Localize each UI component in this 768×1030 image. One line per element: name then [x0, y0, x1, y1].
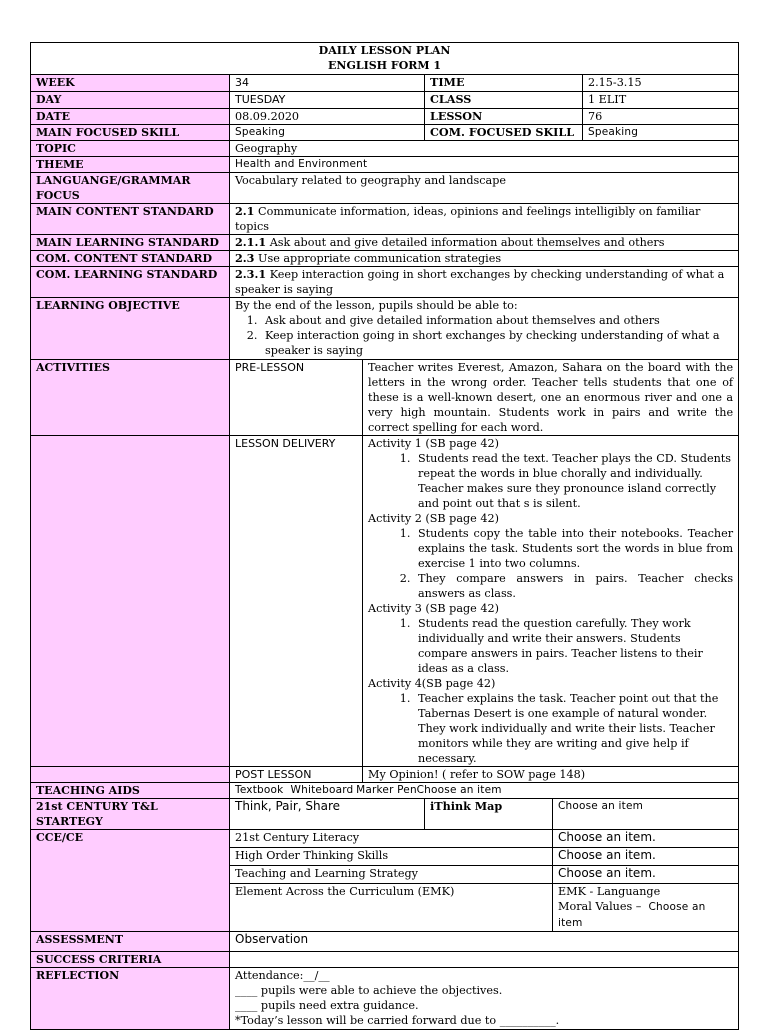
lesson-label: LESSON [425, 109, 583, 125]
theme-text: Health and Environment [235, 158, 368, 170]
week-value: 34 [230, 75, 425, 92]
objective-list [235, 313, 733, 358]
objective-value [230, 298, 739, 360]
activity-item: 1. Teacher explains the task. Teacher point out that the Tabernas Desert is one example of natural wonder. They work individually and write their lists. Teacher monitors while they are writing and give help if necessary. [414, 691, 733, 766]
main-content-label: MAIN CONTENT STANDARD [31, 204, 230, 235]
cce-item-value[interactable]: Choose an item. [553, 830, 739, 848]
day-value: TUESDAY [230, 92, 425, 109]
activity-1-title: Activity 1 (SB page 42) [368, 437, 499, 450]
theme-value [230, 157, 739, 173]
objective-item: 1. Ask about and give detailed information about themselves and others [261, 313, 733, 328]
moral-values-line [558, 899, 733, 931]
main-learning-text: Ask about and give detailed information about themselves and others [269, 236, 665, 249]
lesson-delivery-content [363, 436, 739, 767]
lesson-plan-table [30, 42, 739, 1030]
time-label: TIME [425, 75, 583, 92]
main-content-code: 2.1 [235, 204, 255, 218]
teaching-aids-value [230, 783, 739, 799]
main-content-text: Communicate information, ideas, opinions and feelings intelligibly on familiar topics [235, 205, 701, 233]
activity-item: 1. Students copy the table into their notebooks. Teacher explains the task. Students sort the words in blue from exercise 1 into two columns. [414, 526, 733, 571]
success-criteria-label: SUCCESS CRITERIA [31, 952, 230, 968]
plan-header [31, 43, 739, 75]
activities-label: ACTIVITIES [31, 360, 230, 436]
class-value: 1 ELIT [583, 92, 739, 109]
century-value: Think, Pair, Share [230, 799, 425, 830]
com-skill-label: COM. FOCUSED SKILL [425, 125, 583, 141]
teaching-aids-label: TEACHING AIDS [31, 783, 230, 799]
plan-title: DAILY LESSON PLAN [318, 44, 451, 57]
reflection-line: ____ pupils need extra guidance. [235, 999, 419, 1012]
success-criteria-value [230, 952, 739, 968]
cce-item-name: Teaching and Learning Strategy [230, 866, 553, 884]
reflection-line: ____ pupils were able to achieve the objectives. [235, 984, 503, 997]
main-content-value [230, 204, 739, 235]
emk-value[interactable]: EMK - Languange [558, 885, 661, 898]
main-skill-label: MAIN FOCUSED SKILL [31, 125, 230, 141]
reflection-value [230, 968, 739, 1030]
cce-label: CCE/CE [31, 830, 230, 932]
teaching-aid-item[interactable]: Textbook [235, 784, 284, 796]
com-skill-value [583, 125, 739, 141]
objective-intro: By the end of the lesson, pupils should be able to: [235, 299, 518, 312]
main-learning-code: 2.1.1 [235, 235, 267, 249]
com-content-label: COM. CONTENT STANDARD [31, 251, 230, 267]
ithink-value[interactable]: Choose an item [553, 799, 739, 830]
plan-subtitle: ENGLISH FORM 1 [328, 59, 442, 72]
cce-item-value[interactable]: Choose an item. [553, 848, 739, 866]
objective-item: 2. Keep interaction going in short exchanges by checking understanding of what a speaker is saying [261, 328, 733, 358]
reflection-attendance: Attendance:__/__ [235, 969, 330, 982]
reflection-label: REFLECTION [31, 968, 230, 1030]
activity-item: 1. Students read the text. Teacher plays the CD. Students repeat the words in blue chorally and individually. Teacher makes sure they pronounce island correctly and point out that s is silent. [414, 451, 733, 511]
ithink-label: iThink Map [425, 799, 553, 830]
lesson-number: 76 [588, 110, 603, 123]
day-label: DAY [31, 92, 230, 109]
teaching-aid-item[interactable]: Whiteboard [290, 784, 354, 796]
com-learning-code: 2.3.1 [235, 267, 267, 281]
com-content-value [230, 251, 739, 267]
emk-line [558, 884, 733, 899]
time-value: 2.15-3.15 [583, 75, 739, 92]
main-skill-value [230, 125, 425, 141]
activity-3-list [368, 616, 733, 676]
century-label: 21st CENTURY T&L STARTEGY [31, 799, 230, 830]
cce-item-value[interactable]: Choose an item. [553, 866, 739, 884]
topic-value: Geography [230, 141, 739, 157]
pre-lesson-label: PRE-LESSON [230, 360, 363, 436]
com-content-code: 2.3 [235, 251, 255, 265]
reflection-line: *Today’s lesson will be carried forward due to __________. [235, 1014, 560, 1027]
main-skill-text: Speaking [235, 126, 286, 138]
com-learning-value [230, 267, 739, 298]
theme-label: THEME [31, 157, 230, 173]
cce-item-name: High Order Thinking Skills [230, 848, 553, 866]
week-label: WEEK [31, 75, 230, 92]
activity-2-list [368, 526, 733, 601]
pre-lesson-text: Teacher writes Everest, Amazon, Sahara on the board with the letters in the wrong order. Teacher tells students that one of these is a well-known desert, one an enormous river and one a very high mountain. Students work in pairs and write the correct spelling for each word. [363, 360, 739, 436]
language-focus-label: LANGUANGE/GRAMMAR FOCUS [31, 173, 230, 204]
com-learning-text: Keep interaction going in short exchanges by checking understanding of what a speaker is saying [235, 268, 725, 296]
cce-item-name: 21st Century Literacy [230, 830, 553, 848]
lesson-value [583, 109, 739, 125]
main-learning-label: MAIN LEARNING STANDARD [31, 235, 230, 251]
teaching-aid-item[interactable]: Choose an item [416, 784, 502, 796]
assessment-label: ASSESSMENT [31, 932, 230, 952]
date-value: 08.09.2020 [230, 109, 425, 125]
activities-label-end [31, 767, 230, 783]
moral-values-prefix: Moral Values – [558, 900, 642, 913]
activity-2-title: Activity 2 (SB page 42) [368, 512, 499, 525]
moral-values-value[interactable]: Choose an item [558, 901, 706, 929]
activity-4-list [368, 691, 733, 766]
main-learning-value [230, 235, 739, 251]
assessment-value: Observation [230, 932, 739, 952]
class-label: CLASS [425, 92, 583, 109]
language-focus-value: Vocabulary related to geography and landscape [230, 173, 739, 204]
activity-item: 2. They compare answers in pairs. Teacher checks answers as class. [414, 571, 733, 601]
objective-label: LEARNING OBJECTIVE [31, 298, 230, 360]
lesson-delivery-label: LESSON DELIVERY [230, 436, 363, 767]
com-learning-label: COM. LEARNING STANDARD [31, 267, 230, 298]
activity-4-title: Activity 4(SB page 42) [368, 677, 496, 690]
teaching-aid-item[interactable]: Marker Pen [356, 784, 417, 796]
activities-label-continued [31, 436, 230, 767]
emk-cell [553, 884, 739, 932]
topic-label: TOPIC [31, 141, 230, 157]
activity-1-list [368, 451, 733, 511]
date-label: DATE [31, 109, 230, 125]
post-lesson-label: POST LESSON [230, 767, 363, 783]
com-content-text: Use appropriate communication strategies [258, 252, 502, 265]
cce-item-name: Element Across the Curriculum (EMK) [230, 884, 553, 932]
com-skill-text: Speaking [588, 126, 639, 138]
activity-3-title: Activity 3 (SB page 42) [368, 602, 499, 615]
activity-item: 1. Students read the question carefully. They work individually and write their answers. Students compare answers in pairs. Teacher listens to their ideas as a class. [414, 616, 733, 676]
post-lesson-text: My Opinion! ( refer to SOW page 148) [363, 767, 739, 783]
